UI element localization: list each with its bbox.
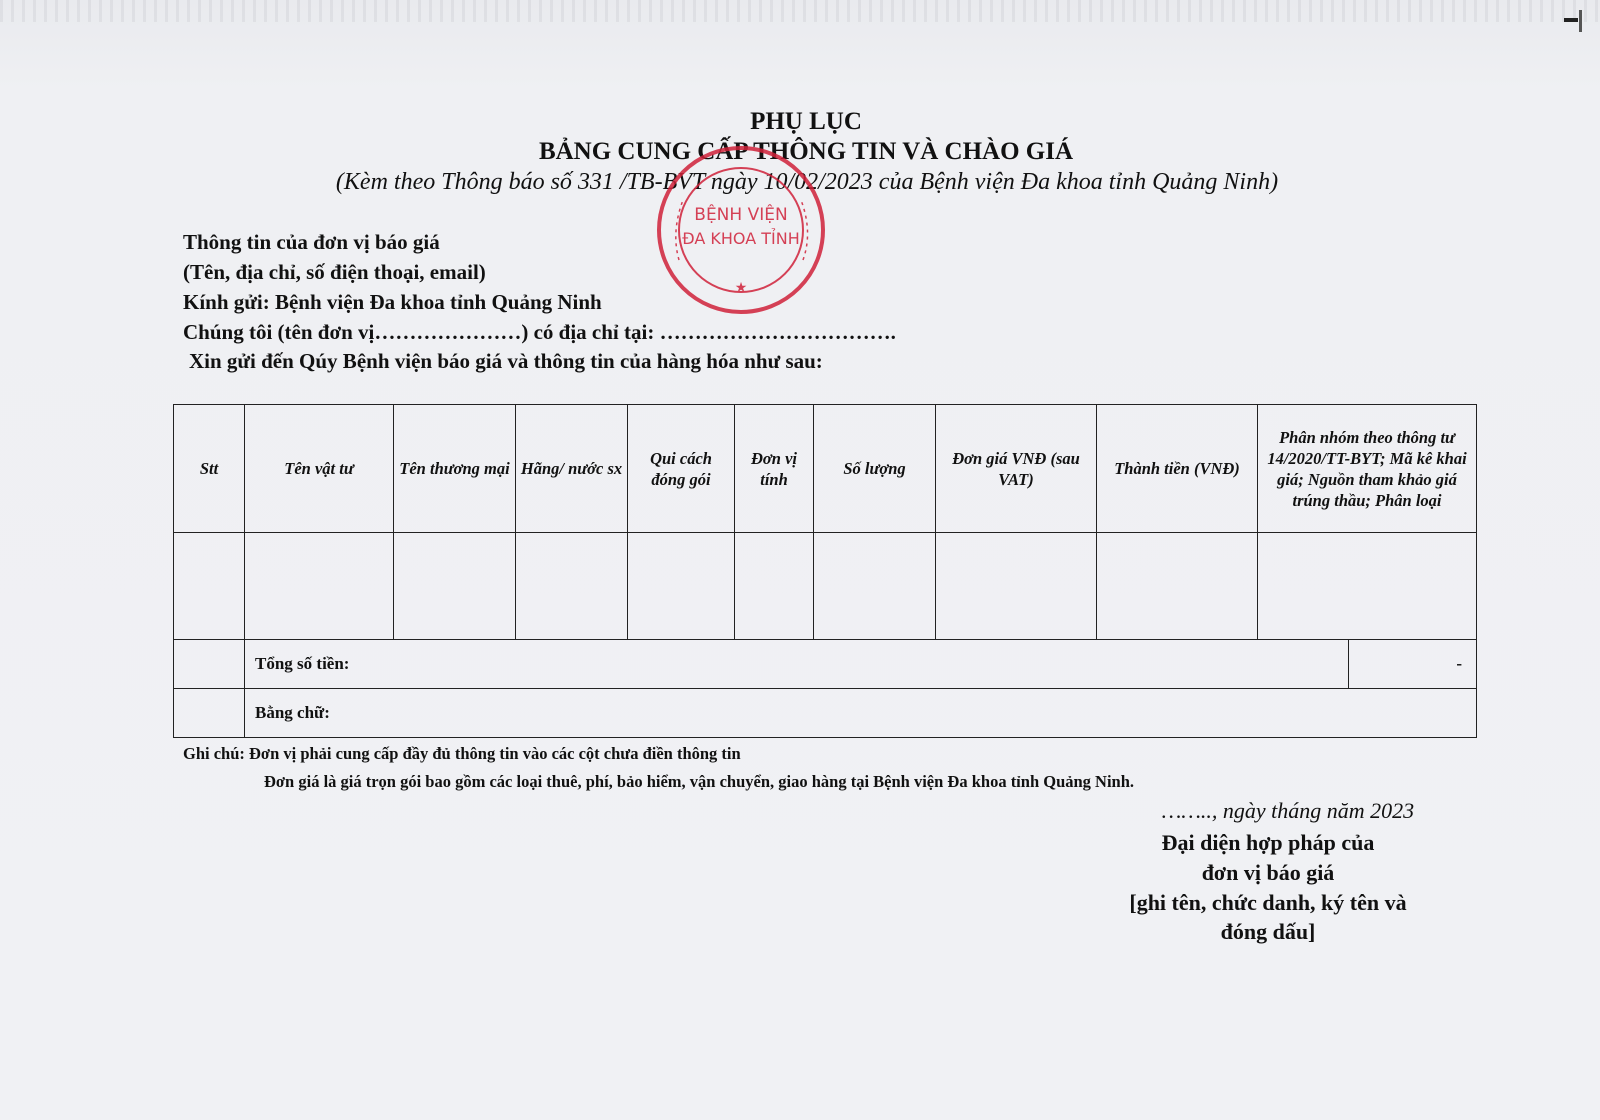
col-header-unit-price: Đơn giá VNĐ (sau VAT) xyxy=(936,405,1097,533)
table-row xyxy=(174,533,1477,640)
col-header-manufacturer: Hãng/ nước sx xyxy=(516,405,628,533)
signature-line-2: đơn vị báo giá xyxy=(1201,860,1335,885)
info-request: Xin gửi đến Qúy Bệnh viện báo giá và thông tin của hàng hóa như sau: xyxy=(189,349,823,373)
total-row xyxy=(174,640,1477,689)
table-cell[interactable] xyxy=(394,533,516,640)
scan-mark xyxy=(1579,10,1582,32)
scan-mark xyxy=(1564,18,1578,22)
signature-line-3: [ghi tên, chức danh, ký tên và xyxy=(1129,890,1407,915)
note-line-1: Ghi chú: Đơn vị phải cung cấp đầy đủ thông tin vào các cột chưa điền thông tin xyxy=(183,744,741,763)
document-title: PHỤ LỤC xyxy=(750,108,862,135)
quotation-table xyxy=(173,404,1477,738)
col-header-amount: Thành tiền (VNĐ) xyxy=(1097,405,1258,533)
col-header-classification: Phân nhóm theo thông tư 14/2020/TT-BYT; Mã kê khai giá; Nguồn tham khảo giá trúng thầu; Phân loại xyxy=(1258,405,1477,533)
info-unit-address: Chúng tôi (tên đơn vị…………………) có địa chỉ tại: ……………………………. xyxy=(183,320,896,344)
info-recipient: Kính gửi: Bệnh viện Đa khoa tỉnh Quảng Ninh xyxy=(183,290,602,314)
total-label: Tổng số tiền: xyxy=(245,640,1349,689)
amount-in-words-label: Bằng chữ: xyxy=(245,689,1477,738)
table-cell[interactable] xyxy=(245,533,394,640)
document-reference: (Kèm theo Thông báo số 331 /TB-BVT ngày 10/02/2023 của Bệnh viện Đa khoa tỉnh Quảng Ninh) xyxy=(335,169,1279,195)
table-cell[interactable] xyxy=(628,533,735,640)
document-subtitle: BẢNG CUNG CẤP THÔNG TIN VÀ CHÀO GIÁ xyxy=(538,138,1074,165)
col-header-unit: Đơn vị tính xyxy=(735,405,814,533)
table-header-row xyxy=(174,405,1477,533)
table-cell xyxy=(174,689,245,738)
info-unit-fields: (Tên, địa chỉ, số điện thoại, email) xyxy=(183,260,486,284)
table-cell[interactable] xyxy=(936,533,1097,640)
col-header-trade-name: Tên thương mại xyxy=(394,405,516,533)
red-stamp-seal xyxy=(653,142,828,317)
words-row xyxy=(174,689,1477,738)
col-header-stt: Stt xyxy=(174,405,245,533)
star-icon: ★ xyxy=(734,280,748,296)
total-value: - xyxy=(1349,640,1477,689)
col-header-material-name: Tên vật tư xyxy=(245,405,394,533)
table-cell[interactable] xyxy=(735,533,814,640)
stamp-text-line1: BỆNH VIỆN xyxy=(694,205,788,225)
table-cell[interactable] xyxy=(1097,533,1258,640)
table-cell[interactable] xyxy=(174,533,245,640)
info-unit-heading: Thông tin của đơn vị báo giá xyxy=(183,230,440,254)
col-header-quantity: Số lượng xyxy=(814,405,936,533)
signature-line-4: đóng dấu] xyxy=(1220,919,1316,944)
table-cell[interactable] xyxy=(814,533,936,640)
stamp-text-line2: ĐA KHOA TỈNH xyxy=(682,229,800,248)
table-cell[interactable] xyxy=(1258,533,1477,640)
note-line-2: Đơn giá là giá trọn gói bao gồm các loại thuê, phí, bảo hiểm, vận chuyển, giao hàng tại Bệnh viện Đa khoa tỉnh Quảng Ninh. xyxy=(264,772,1135,791)
table-cell xyxy=(174,640,245,689)
scan-edge-noise xyxy=(0,0,1600,22)
col-header-packaging: Qui cách đóng gói xyxy=(628,405,735,533)
signature-date: …….., ngày tháng năm 2023 xyxy=(1161,798,1415,823)
signature-line-1: Đại diện hợp pháp của xyxy=(1161,830,1375,855)
table-cell[interactable] xyxy=(516,533,628,640)
